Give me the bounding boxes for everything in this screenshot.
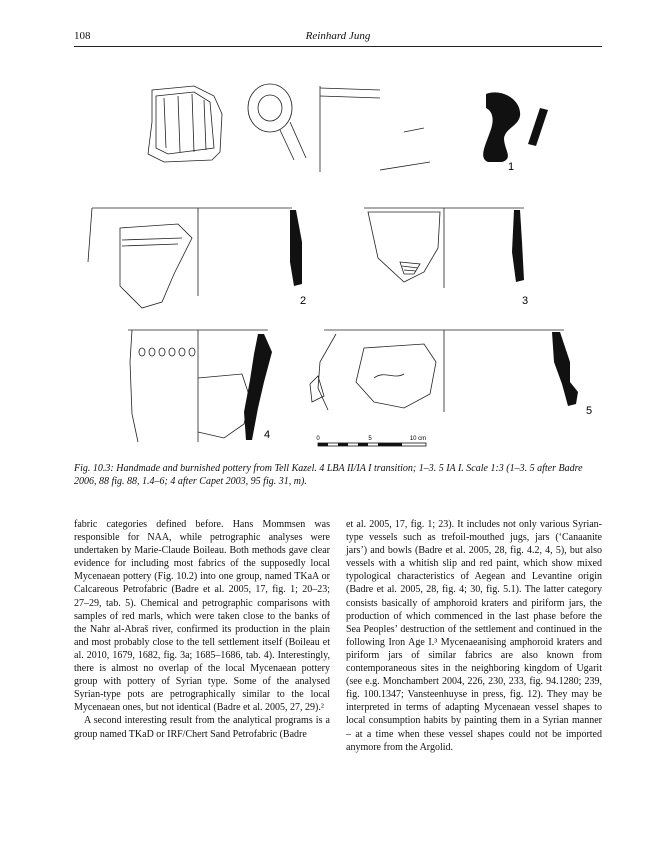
- paragraph: A second interesting result from the analytical programs is a group named TKaD or IRF/Chert Sand Petrofabric (Badre: [74, 715, 330, 740]
- scale-label-10: 10 cm: [409, 436, 427, 442]
- pottery-figure: [74, 62, 602, 464]
- body-column-right: [346, 518, 602, 754]
- page-number: 108: [74, 30, 91, 42]
- figure-label-2: 2: [300, 295, 307, 307]
- figure-label-3: 3: [522, 295, 529, 307]
- paragraph: fabric categories defined before. Hans Mommsen was responsible for NAA, while petrographic analyses were undertaken by Marie-Claude Boileau. Both methods gave clear evidence for including most fabrics of the supposedly local Mycenaean pottery (Fig. 10.2) into one group, named TKaA or Calcareous Petrofabric (Badre et al. 2005, 17, fig. 1; 20–23; 27–29, tab. 5). Chemical and petrographic comparisons with samples of red marls, which were taken close to the banks of the Nahr al-Abraš river, confirmed its production in the plain and most probably close to the tell settlement itself (Boileau et al. 2010, 1679, 1682, fig. 3a; 1685–1686, tab. 4). Interestingly, there is almost no overlap of the local Mycenaean pottery group with pottery of Syrian type. Some of the analysed Syrian-type pots are petrographically similar to the local Mycenaean ones, but not identical (Badre et al. 2005, 27, 29).²: [74, 519, 330, 714]
- vessel-5-drawing: [310, 330, 564, 412]
- figure-label-1: 1: [508, 161, 515, 173]
- body-column-left: [74, 518, 330, 741]
- vessel-3-drawing: [364, 208, 524, 288]
- scale-label-5: 5: [368, 436, 372, 442]
- running-author: Reinhard Jung: [305, 30, 371, 42]
- figure-caption: Fig. 10.3: Handmade and burnished pottery from Tell Kazel. 4 LBA II/IA I transition; 1–3. 5 IA I. Scale 1:3 (1–3. 5 after Badre 2006, 88 fig. 88, 1.4–6; 4 after Capet 2003, 95 fig. 31, m).: [74, 463, 583, 487]
- running-head: [74, 30, 602, 47]
- scale-bar: [316, 436, 426, 446]
- vessel-1-drawing: [148, 84, 430, 172]
- figure-label-5: 5: [586, 405, 593, 417]
- figure-label-4: 4: [264, 429, 271, 441]
- vessel-2-drawing: [88, 208, 292, 308]
- scale-label-0: 0: [316, 436, 320, 442]
- paragraph: et al. 2005, 17, fig. 1; 23). It includes not only various Syrian-type vessels such as trefoil-mouthed jugs, jars (‘Canaanite jars’) and bowls (Badre et al. 2005, 28, fig. 4.2, 4, 5), but also vessels with a whitish slip and red paint, which show mixed typological characteristics of Aegean and Levantine origin (Badre et al. 2005, 28, fig. 4; 30, fig. 5.1). The latter category consists basically of amphoroid kraters and piriform jars, the production of which commenced in the last phase before the Sea Peoples’ destruction of the settlement and continued in the following Iron Age I.³ Mycenaeanising amphoroid kraters and piriform jars of similar fabrics are also known from contemporaneous sites in the neighboring kingdom of Ugarit (see e.g. Monchambert 2004, 226, 230, 233, fig. 94.1280; 239, fig. 100.1347; Vansteenhuyse in press, fig. 12). They may be interpreted in terms of adapting Mycenaean vessel shapes to local consumption habits by painting them in a Syrian manner – at a time when these vessel shapes could not be imported anymore from the Argolid.: [346, 519, 602, 753]
